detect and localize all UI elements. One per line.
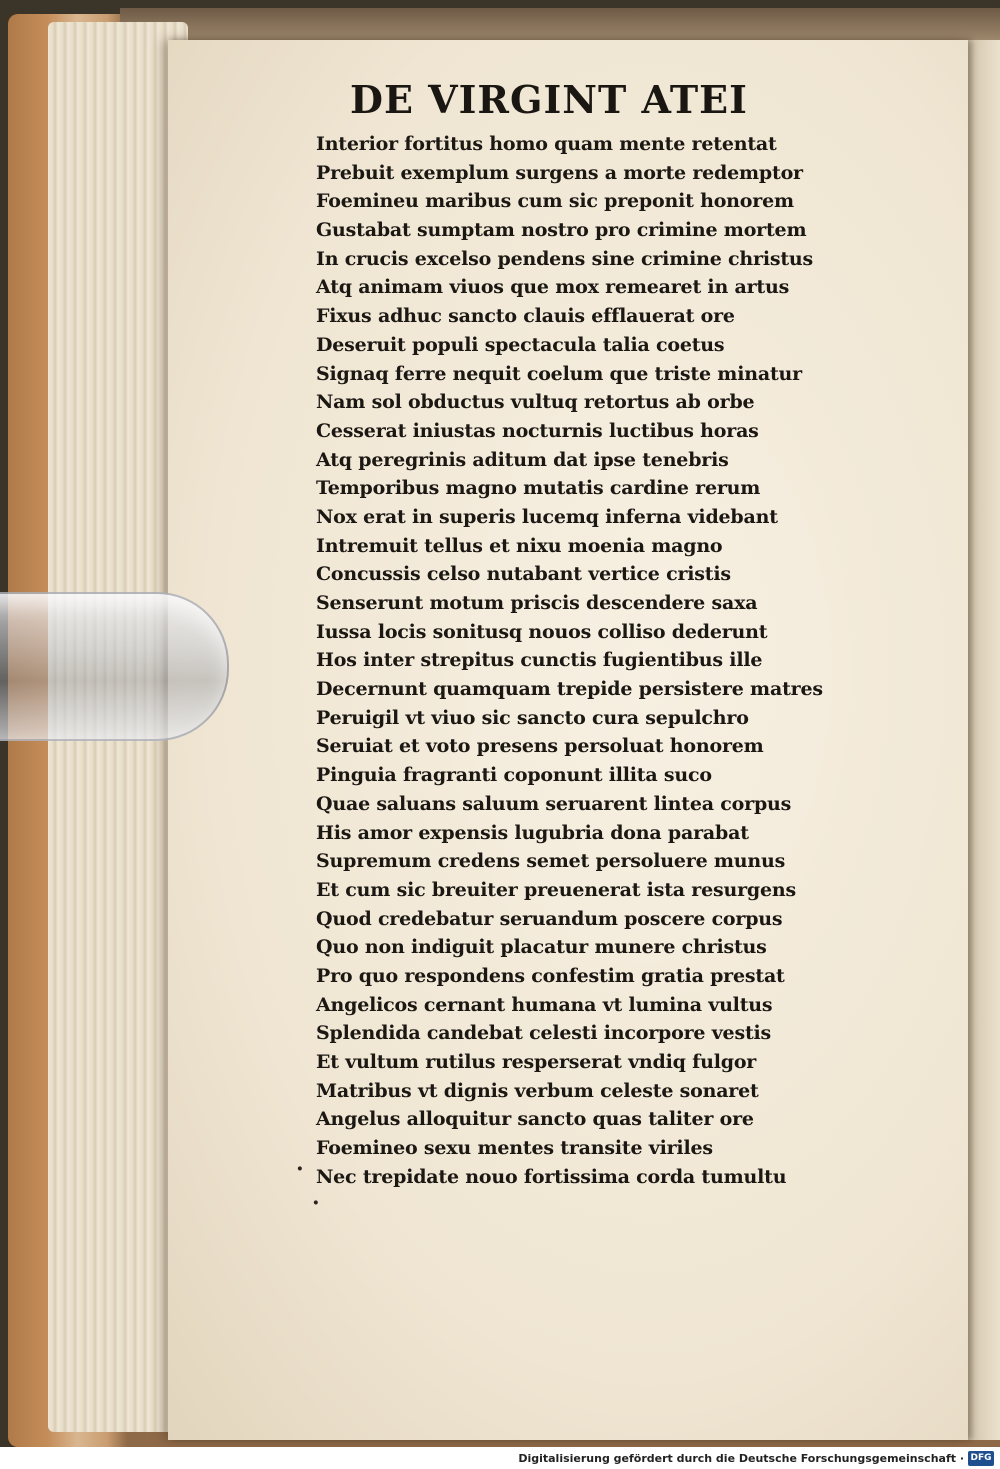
verse-line: Hos inter strepitus cunctis fugientibus ille [316,649,763,672]
verse-line: Prebuit exemplum surgens a morte redemptor [316,161,803,184]
verse-line: Temporibus magno mutatis cardine rerum [316,477,761,500]
verse-line: In crucis excelso pendens sine crimine christus [316,247,814,270]
line-marker-glyph: · [312,1190,320,1216]
digitization-credit: Digitalisierung gefördert durch die Deutsche Forschungsgemeinschaft · [518,1452,964,1465]
verse-line: Atq animam viuos que mox remearet in artus [316,276,790,299]
verse-line: Nec trepidate nouo fortissima corda tumultu [316,1165,787,1188]
verse-line: Supremum credens semet persoluere munus [316,850,786,873]
verse-line: Fixus adhuc sancto clauis efflauerat ore [316,305,735,328]
running-head: DE VIRGINT ATEI [350,77,748,122]
verse-line: Nox erat in superis lucemq inferna videbant [316,505,778,528]
verse-line: Deseruit populi spectacula talia coetus [316,333,725,356]
verse-line: Senserunt motum priscis descendere saxa [316,592,758,614]
verse-line: Peruigil vt viuo sic sancto cura sepulchro [316,706,749,729]
verse-line: Signaq ferre nequit coelum que triste minatur [316,362,802,385]
line-marker-glyph: · [296,1156,304,1182]
verse-line: Gustabat sumptam nostro pro crimine mortem [316,219,807,242]
verse-line: Atq peregrinis aditum dat ipse tenebris [316,448,729,471]
verse-line: Quo non indiguit placatur munere christus [316,936,767,959]
verse-line: Decernunt quamquam trepide persistere matres [316,678,823,701]
verse-line: Matribus vt dignis verbum celeste sonaret [316,1079,759,1102]
page-holder-clip [0,592,229,741]
verse-line: His amor expensis lugubria dona parabat [316,821,749,844]
verse-line: Iussa locis sonitusq nouos colliso dederunt [316,620,768,643]
verse-line: Quod credebatur seruandum poscere corpus [316,907,783,930]
verse-line: Interior fortitus homo quam mente retentat [316,133,777,155]
verse-line: Cesserat iniustas nocturnis luctibus horas [316,419,759,442]
verse-line: Concussis celso nutabant vertice cristis [316,563,731,586]
verse-line: Nam sol obductus vultuq retortus ab orbe [316,391,755,414]
verse-line: Foemineo sexu mentes transite viriles [316,1137,713,1160]
verse-line: Et cum sic breuiter preuenerat ista resurgens [316,878,796,901]
verse-line: Pinguia fragranti coponunt illita suco [316,764,712,787]
verse-line: Angelus alloquitur sancto quas taliter ore [316,1108,754,1131]
verse-line: Intremuit tellus et nixu moenia magno [316,534,723,557]
verse-line: Angelicos cernant humana vt lumina vultus [316,993,773,1016]
verse-line: Quae saluans saluum seruarent lintea corpus [316,792,792,815]
dfg-logo: DFG [968,1451,994,1466]
verse-line: Splendida candebat celesti incorpore vestis [316,1022,772,1045]
verse-line: Foemineu maribus cum sic preponit honorem [316,190,794,213]
verse-line: Pro quo respondens confestim gratia prestat [316,964,785,987]
verse-line: Et vultum rutilus resperserat vndiq fulgor [316,1051,757,1073]
verse-line: Seruiat et voto presens persoluat honorem [316,735,764,758]
verse-text-block [316,130,856,1191]
